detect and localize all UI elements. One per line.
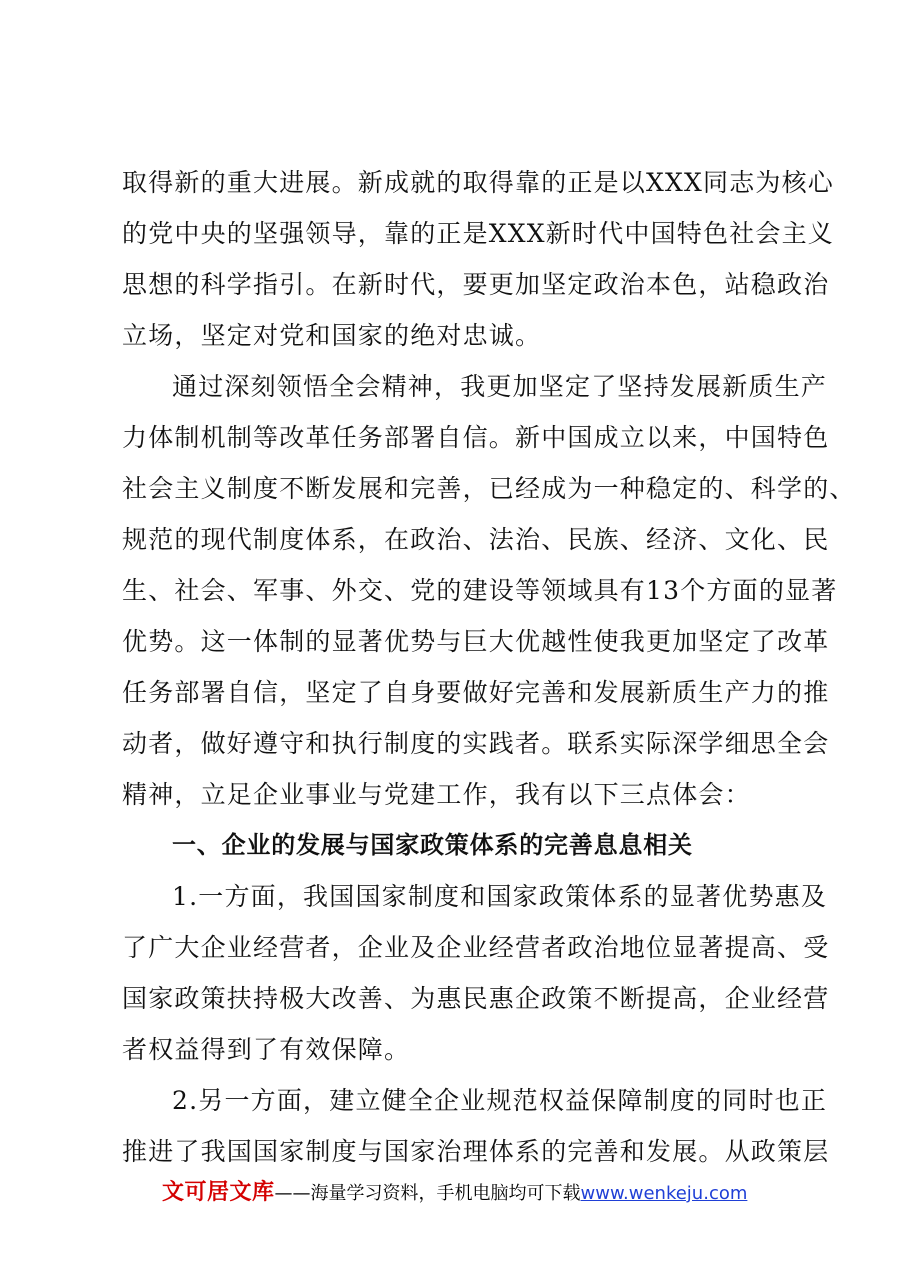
- text-line: 的党中央的坚强领导，靠的正是XXX新时代中国特色社会主义: [122, 219, 834, 248]
- text-line: 推进了我国国家制度与国家治理体系的完善和发展。从政策层: [122, 1137, 830, 1166]
- text-line: 规范的现代制度体系，在政治、法治、民族、经济、文化、民: [122, 525, 830, 554]
- section-heading: 一、企业的发展与国家政策体系的完善息息相关: [172, 831, 693, 859]
- text-line: 动者，做好遵守和执行制度的实践者。联系实际深学细思全会: [122, 729, 830, 758]
- text-line: 立场，坚定对党和国家的绝对忠诚。: [122, 321, 542, 350]
- paragraph-first-line: 1.一方面，我国国家制度和国家政策体系的显著优势惠及: [172, 882, 828, 911]
- text-line: 社会主义制度不断发展和完善，已经成为一种稳定的、科学的、: [122, 474, 856, 503]
- paragraph-first-line: 2.另一方面，建立健全企业规范权益保障制度的同时也正: [172, 1086, 828, 1115]
- text-line: 力体制机制等改革任务部署自信。新中国成立以来，中国特色: [122, 423, 830, 452]
- footer-url-link[interactable]: www.wenkeju.com: [580, 1183, 748, 1204]
- footer-banner: [162, 1178, 747, 1208]
- text-line: 了广大企业经营者，企业及企业经营者政治地位显著提高、受: [122, 933, 830, 962]
- text-line: 思想的科学指引。在新时代，要更加坚定政治本色，站稳政治: [122, 270, 830, 299]
- text-line: 精神，立足企业事业与党建工作，我有以下三点体会：: [122, 780, 751, 809]
- text-line: 任务部署自信，坚定了自身要做好完善和发展新质生产力的推: [122, 678, 830, 707]
- paragraph-first-line: 通过深刻领悟全会精神，我更加坚定了坚持发展新质生产: [172, 372, 828, 401]
- footer-slogan: ——海量学习资料，手机电脑均可下载: [274, 1183, 581, 1204]
- text-line: 取得新的重大进展。新成就的取得靠的正是以XXX同志为核心: [122, 168, 834, 197]
- text-line: 生、社会、军事、外交、党的建设等领域具有13个方面的显著: [122, 576, 838, 605]
- text-line: 者权益得到了有效保障。: [122, 1035, 411, 1064]
- text-line: 优势。这一体制的显著优势与巨大优越性使我更加坚定了改革: [122, 627, 830, 656]
- footer-brand: 文可居文库: [162, 1180, 275, 1205]
- text-line: 国家政策扶持极大改善、为惠民惠企政策不断提高，企业经营: [122, 984, 830, 1013]
- document-body: [122, 157, 856, 1177]
